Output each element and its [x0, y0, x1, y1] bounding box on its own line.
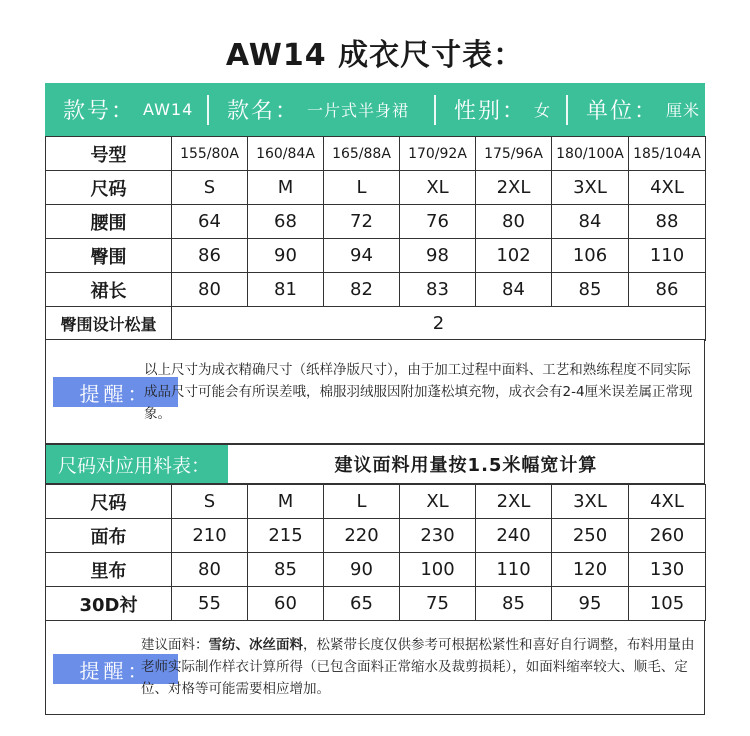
table-cell: 88: [629, 205, 706, 239]
table-cell: L: [324, 485, 400, 519]
table-cell: 55: [172, 587, 248, 621]
table-row: [46, 239, 706, 273]
row-header: 号型: [46, 137, 172, 171]
table-cell: 2XL: [476, 485, 552, 519]
table-cell: 81: [248, 273, 324, 307]
table-cell: 65: [324, 587, 400, 621]
tip-box: [45, 339, 705, 444]
divider: [207, 95, 209, 125]
table-cell: 83: [400, 273, 476, 307]
style-no-label: 款号：: [63, 99, 136, 124]
table-cell: 102: [476, 239, 552, 273]
material-tag: 尺码对应用料表：: [46, 445, 228, 483]
table-row: [46, 587, 706, 621]
tip-text: 以上尺寸为成衣精确尺寸（纸样净版尺寸），由于加工过程中面料、工艺和熟练程度不同实际成品尺寸可能会有所误差哦，棉服羽绒服因附加蓬松填充物，成衣会有2-4厘米误差属正常现象。: [144, 362, 693, 422]
table-cell: 3XL: [552, 485, 629, 519]
table-cell: 86: [629, 273, 706, 307]
table-row: [46, 205, 706, 239]
table-cell: 85: [476, 587, 552, 621]
table-row: [46, 137, 706, 171]
tip-label: 提醒：: [53, 654, 178, 684]
table-cell: 165/88A: [324, 137, 400, 171]
table-cell: 185/104A: [629, 137, 706, 171]
table-cell: 106: [552, 239, 629, 273]
table-cell: S: [172, 485, 248, 519]
table-cell: 100: [400, 553, 476, 587]
gender-value: 女: [534, 101, 552, 120]
divider: [434, 95, 436, 125]
table-cell: 76: [400, 205, 476, 239]
material-bar: [45, 444, 705, 484]
tip-box-2: [45, 620, 705, 715]
divider: [566, 95, 568, 125]
row-header: 尺码: [46, 485, 172, 519]
style-no-value: AW14: [143, 100, 194, 119]
table-cell: XL: [400, 171, 476, 205]
style-name-label: 款名：: [227, 99, 300, 124]
row-header: 尺码: [46, 171, 172, 205]
table-cell: M: [248, 485, 324, 519]
table-cell: 84: [552, 205, 629, 239]
row-header: 里布: [46, 553, 172, 587]
table-cell: 240: [476, 519, 552, 553]
table-cell: XL: [400, 485, 476, 519]
table-row: [46, 485, 706, 519]
table-cell: 60: [248, 587, 324, 621]
gender-label: 性别：: [454, 99, 527, 124]
table-row: [46, 519, 706, 553]
ease-value: 2: [172, 307, 706, 341]
table-cell: M: [248, 171, 324, 205]
table-cell: 250: [552, 519, 629, 553]
table-cell: 84: [476, 273, 552, 307]
table-cell: 170/92A: [400, 137, 476, 171]
row-header: 裙长: [46, 273, 172, 307]
table-row: [46, 307, 706, 341]
header-bar: [45, 83, 705, 136]
table-cell: 90: [248, 239, 324, 273]
gender: [436, 83, 566, 136]
material-table: [45, 484, 706, 621]
table-cell: 85: [552, 273, 629, 307]
style-no: [45, 83, 207, 136]
table-cell: 120: [552, 553, 629, 587]
table-cell: 98: [400, 239, 476, 273]
size-table: [45, 136, 706, 341]
table-cell: 175/96A: [476, 137, 552, 171]
table-cell: 86: [172, 239, 248, 273]
table-cell: 4XL: [629, 485, 706, 519]
table-cell: 90: [324, 553, 400, 587]
tip-body: ，松紧带长度仅供参考可根据松紧性和喜好自行调整，布料用量由老师实际制作样衣计算所得（已包含面料正常缩水及裁剪损耗），如面料缩率较大、顺毛、定位、对格等可能需要相应增加。: [141, 637, 695, 697]
page-title: AW14 成衣尺寸表：: [225, 38, 525, 73]
ease-label: 臀围设计松量: [46, 307, 172, 341]
table-cell: 85: [248, 553, 324, 587]
table-cell: 160/84A: [248, 137, 324, 171]
style-name: [209, 83, 434, 136]
table-cell: 105: [629, 587, 706, 621]
tip-fabrics: 雪纺、冰丝面料: [208, 637, 303, 653]
table-cell: 260: [629, 519, 706, 553]
table-cell: 180/100A: [552, 137, 629, 171]
row-header: 腰围: [46, 205, 172, 239]
table-cell: 4XL: [629, 171, 706, 205]
table-cell: 110: [476, 553, 552, 587]
table-cell: 95: [552, 587, 629, 621]
tip-text: [141, 634, 697, 700]
row-header: 30D衬: [46, 587, 172, 621]
table-cell: 75: [400, 587, 476, 621]
table-cell: 82: [324, 273, 400, 307]
table-cell: 110: [629, 239, 706, 273]
table-cell: 64: [172, 205, 248, 239]
table-row: [46, 273, 706, 307]
table-cell: 210: [172, 519, 248, 553]
row-header: 臀围: [46, 239, 172, 273]
material-note: 建议面料用量按1.5米幅宽计算: [334, 455, 598, 476]
table-cell: 230: [400, 519, 476, 553]
table-row: [46, 553, 706, 587]
table-cell: 68: [248, 205, 324, 239]
unit: [568, 83, 705, 136]
table-cell: 80: [476, 205, 552, 239]
table-cell: L: [324, 171, 400, 205]
tip-prefix: 建议面料：: [141, 637, 209, 653]
table-cell: 2XL: [476, 171, 552, 205]
table-cell: 155/80A: [172, 137, 248, 171]
table-cell: S: [172, 171, 248, 205]
table-cell: 3XL: [552, 171, 629, 205]
table-row: [46, 171, 706, 205]
table-cell: 215: [248, 519, 324, 553]
unit-label: 单位：: [586, 99, 659, 124]
table-cell: 130: [629, 553, 706, 587]
table-cell: 72: [324, 205, 400, 239]
tip-label: 提醒：: [53, 377, 178, 407]
unit-value: 厘米: [666, 101, 701, 120]
table-cell: 80: [172, 553, 248, 587]
table-cell: 80: [172, 273, 248, 307]
style-name-value: 一片式半身裙: [307, 101, 410, 120]
table-cell: 94: [324, 239, 400, 273]
table-cell: 220: [324, 519, 400, 553]
row-header: 面布: [46, 519, 172, 553]
